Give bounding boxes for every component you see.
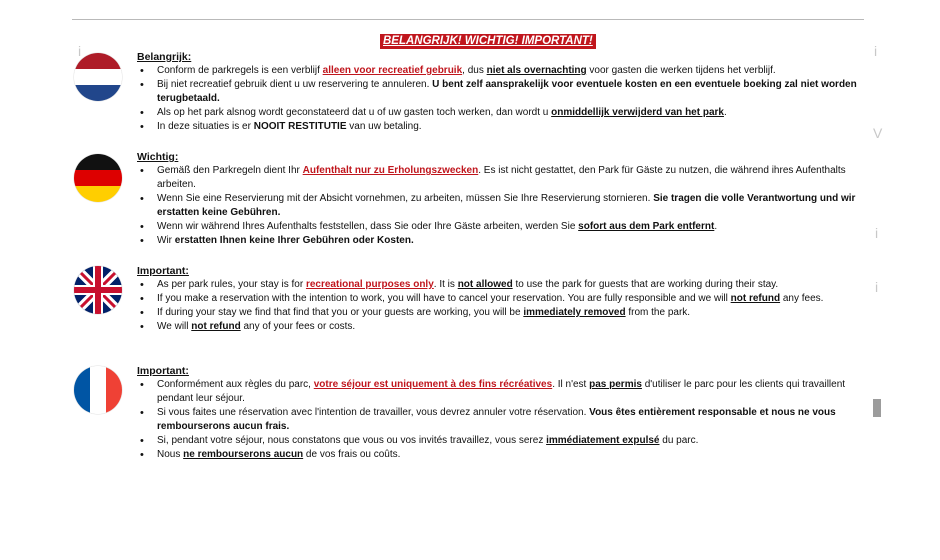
- bullet-item: [137, 220, 862, 234]
- emphasis-text: onmiddellijk verwijderd van het park: [551, 107, 724, 118]
- bullet-item: [137, 434, 862, 448]
- bullet-text: to use the park for guests that are working during their stay.: [512, 279, 779, 290]
- important-banner: BELANGRIJK! WICHTIG! IMPORTANT!: [380, 34, 596, 49]
- bullet-item: [137, 406, 862, 434]
- bullet-text: Conformément aux règles du parc,: [157, 379, 314, 390]
- bullet-item: [137, 78, 862, 106]
- bullet-text: any of your fees or costs.: [240, 321, 356, 332]
- edge-glyph: i: [875, 279, 879, 295]
- bullet-text: . It is: [433, 279, 458, 290]
- bullet-text: Si vous faites une réservation avec l'intention de travailler, vous devrez annuler votre réservation.: [157, 407, 590, 418]
- emphasis-text: recreational purposes only: [305, 279, 434, 290]
- bullet-item: [137, 448, 862, 462]
- bullet-text: any fees.: [780, 293, 824, 304]
- bullet-text: Conform de parkregels is een verblijf: [157, 65, 323, 76]
- bullet-text: If during your stay we find that find that you or your guests are working, you will be: [157, 307, 524, 318]
- top-divider: [72, 19, 864, 20]
- edge-glyph: V: [873, 125, 883, 141]
- emphasis-text: Vous êtes entièrement responsable et nous ne vous rembourserons aucun frais.: [157, 407, 836, 432]
- emphasis-text: votre séjour est uniquement à des fins récréatives: [313, 379, 553, 390]
- emphasis-text: immédiatement expulsé: [546, 435, 660, 446]
- bullet-text: from the park.: [625, 307, 691, 318]
- bullet-text: As per park rules, your stay is for: [157, 279, 306, 290]
- emphasis-text: Sie tragen die volle Verantwortung und wir erstatten keine Gebühren.: [157, 193, 856, 218]
- bullet-text: Bij niet recreatief gebruik dient u uw reservering te annuleren.: [157, 79, 433, 90]
- bullet-list: [137, 378, 862, 462]
- bullet-text: We will: [157, 321, 192, 332]
- bullet-text: . Il n'est: [552, 379, 590, 390]
- bullet-text: Si, pendant votre séjour, nous constatons que vous ou vos invités travaillez, vous serez: [157, 435, 547, 446]
- bullet-text: Wenn Sie eine Reservierung mit der Absicht vornehmen, zu arbeiten, müssen Sie Ihre Reservierung stornieren.: [157, 193, 654, 204]
- scrollbar-thumb[interactable]: [873, 399, 881, 417]
- bullet-item: [137, 64, 862, 78]
- bullet-text: If you make a reservation with the intention to work, you will have to cancel your reservation. You are fully responsible and we will: [157, 293, 731, 304]
- section-heading: Wichtig:: [137, 151, 179, 163]
- netherlands-flag-icon: [74, 53, 122, 101]
- emphasis-text: alleen voor recreatief gebruik: [322, 65, 463, 76]
- bullet-text: , dus: [462, 65, 487, 76]
- bullet-text: de vos frais ou coûts.: [303, 449, 401, 460]
- germany-flag-icon: [74, 154, 122, 202]
- edge-glyph: i: [874, 43, 878, 59]
- emphasis-text: not refund: [730, 293, 781, 304]
- bullet-text: voor gasten die werken tijdens het verblijf.: [586, 65, 776, 76]
- bullet-item: [137, 292, 862, 306]
- edge-glyph: i: [875, 225, 879, 241]
- emphasis-text: not refund: [191, 321, 241, 332]
- bullet-item: [137, 378, 862, 406]
- section-heading: Important:: [137, 265, 189, 277]
- bullet-text: d'utiliser le parc pour les clients qui travaillent pendant leur séjour.: [157, 379, 846, 404]
- emphasis-text: pas permis: [589, 379, 642, 390]
- bullet-item: [137, 164, 862, 192]
- bullet-item: [137, 192, 862, 220]
- bullet-text: du parc.: [659, 435, 699, 446]
- bullet-item: [137, 278, 862, 292]
- bullet-text: Wir: [157, 235, 175, 246]
- edge-glyph: i: [78, 43, 82, 59]
- emphasis-text: NOOIT RESTITUTIE: [253, 121, 347, 132]
- bullet-item: [137, 306, 862, 320]
- emphasis-text: niet als overnachting: [486, 65, 587, 76]
- bullet-text: .: [723, 107, 727, 118]
- bullet-item: [137, 120, 862, 134]
- emphasis-text: not allowed: [457, 279, 513, 290]
- bullet-item: [137, 106, 862, 120]
- bullet-text: Nous: [157, 449, 184, 460]
- emphasis-text: ne rembourserons aucun: [183, 449, 304, 460]
- bullet-text: Als op het park alsnog wordt geconstateerd dat u of uw gasten toch werken, dan wordt u: [157, 107, 552, 118]
- bullet-list: [137, 164, 862, 248]
- bullet-text: In deze situaties is er: [157, 121, 254, 132]
- bullet-text: Wenn wir während Ihres Aufenthalts feststellen, dass Sie oder Ihre Gäste arbeiten, werden Sie: [157, 221, 579, 232]
- bullet-text: .: [714, 221, 718, 232]
- section-heading: Important:: [137, 365, 189, 377]
- united-kingdom-flag-icon: [74, 266, 122, 314]
- bullet-text: . Es ist nicht gestattet, den Park für Gäste zu nutzen, die während ihres Aufenthalts arbeiten.: [157, 165, 846, 190]
- bullet-text: Gemäß den Parkregeln dient Ihr: [157, 165, 303, 176]
- emphasis-text: Aufenthalt nur zu Erholungszwecken: [302, 165, 479, 176]
- bullet-item: [137, 320, 862, 334]
- emphasis-text: erstatten Ihnen keine Ihrer Gebühren oder Kosten.: [174, 235, 414, 246]
- emphasis-text: immediately removed: [523, 307, 626, 318]
- bullet-text: van uw betaling.: [346, 121, 422, 132]
- emphasis-text: sofort aus dem Park entfernt: [578, 221, 715, 232]
- bullet-item: [137, 234, 862, 248]
- france-flag-icon: [74, 366, 122, 414]
- bullet-list: [137, 64, 862, 134]
- section-heading: Belangrijk:: [137, 51, 192, 63]
- emphasis-text: U bent zelf aansprakelijk voor eventuele kosten en een eventuele boeking zal niet worden terugbetaald.: [157, 79, 857, 104]
- bullet-list: [137, 278, 862, 334]
